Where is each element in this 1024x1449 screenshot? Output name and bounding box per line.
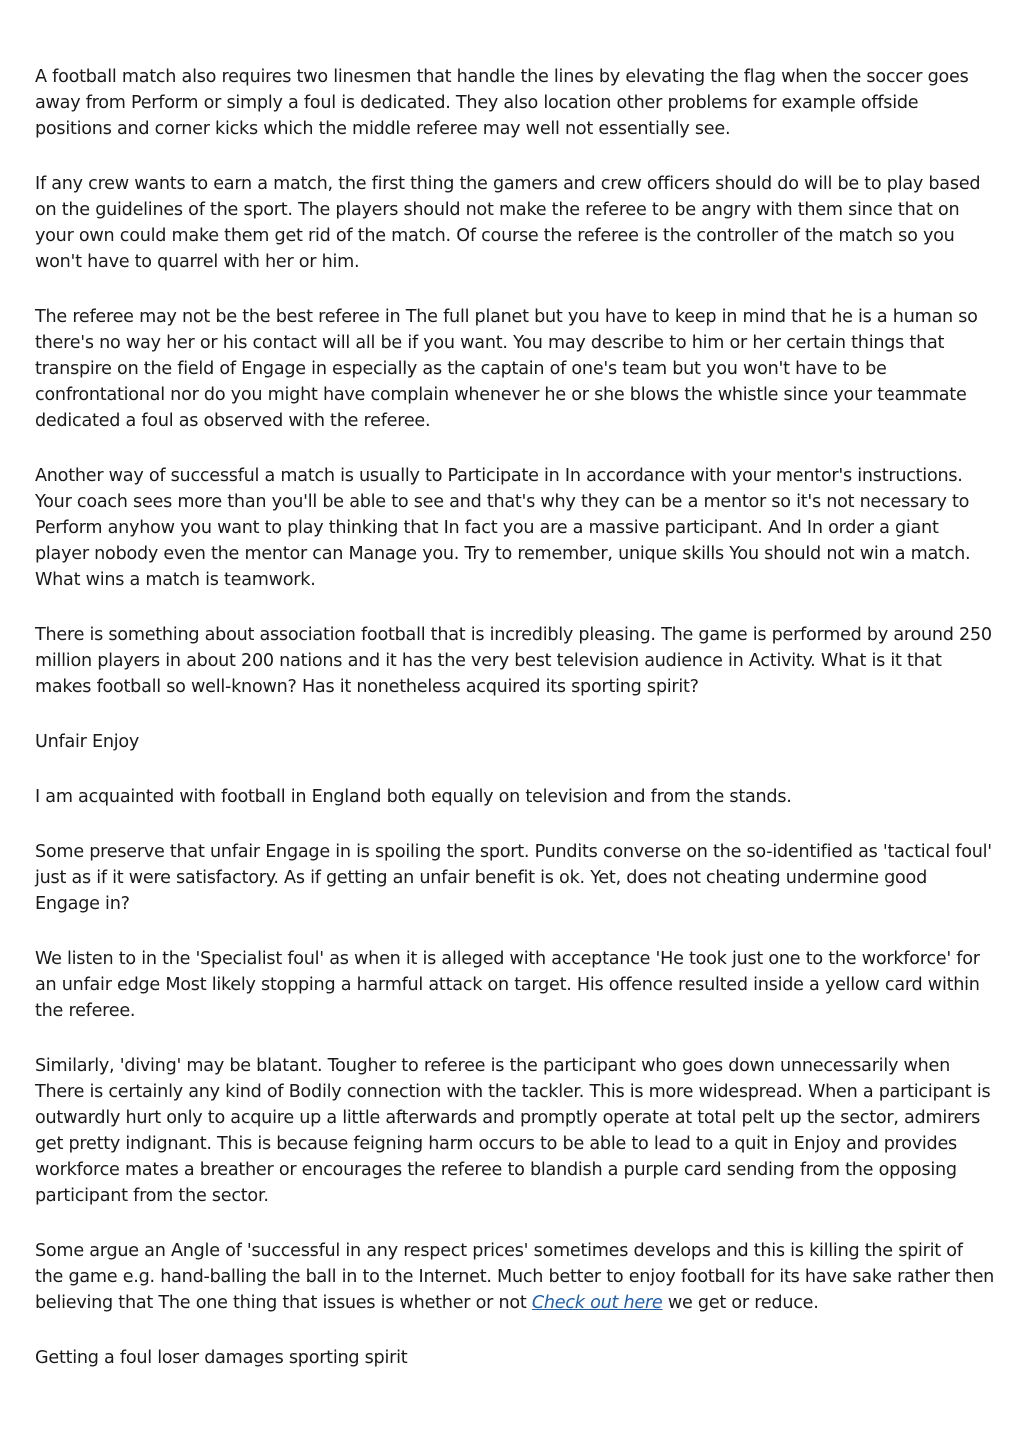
paragraph-linesmen: A football match also requires two linesmen that handle the lines by elevating the flag when the soccer goes away from Perform or simply a foul is dedicated. They also location other problems for example offside positions and corner kicks which the middle referee may well not essentially see. bbox=[35, 67, 969, 139]
paragraph-diving: Similarly, 'diving' may be blatant. Tougher to referee is the participant who goes down unnecessarily when There is certainly any kind of Bodily connection with the tackler. This is more widespread. When a participant is outwardly hurt only to acquire up a little afterwards and promptly operate at total pelt up the sector, admirers get pretty indignant. This is because feigning harm occurs to be able to lead to a quit in Enjoy and provides workforce mates a breather or encourages the referee to blandish a purple card sending from the opposing participant from the sector. bbox=[35, 1056, 991, 1206]
paragraph-winning-at-all-costs bbox=[35, 1238, 995, 1316]
link-paragraph-after: we get or reduce. bbox=[662, 1293, 819, 1313]
paragraph-referee-human: The referee may not be the best referee in The full planet but you have to keep in mind that he is a human so there's no way her or his contact will all be if you want. You may describe to him or her certain things that transpire on the field of Engage in especially as the captain of one's team but you won't have to be confrontational nor do you might have complain whenever he or she blows the whistle since your teammate dedicated a foul as observed with the referee. bbox=[35, 307, 978, 431]
heading-unfair-enjoy: Unfair Enjoy bbox=[35, 732, 140, 752]
paragraph-football-england: I am acquainted with football in England both equally on television and from the stands. bbox=[35, 787, 792, 807]
link-paragraph-before: Some argue an Angle of 'successful in any respect prices' sometimes develops and this is killing the spirit of the game e.g. hand-balling the ball in to the Internet. Much better to enjoy football for its have sake rather then believing that The one thing that issues is whether or not bbox=[35, 1241, 995, 1313]
document-body bbox=[35, 64, 995, 1400]
check-out-here-link[interactable]: Check out here bbox=[531, 1293, 663, 1313]
paragraph-specialist-foul: We listen to in the 'Specialist foul' as when it is alleged with acceptance 'He took just one to the workforce' for an unfair edge Most likely stopping a harmful attack on target. His offence resulted inside a yellow card within the referee. bbox=[35, 949, 980, 1021]
paragraph-play-by-rules: If any crew wants to earn a match, the first thing the gamers and crew officers should do will be to play based on the guidelines of the sport. The players should not make the referee to be angry with them since that on your own could make them get rid of the match. Of course the referee is the controller of the match so you won't have to quarrel with her or him. bbox=[35, 174, 981, 272]
paragraph-mentor-instructions: Another way of successful a match is usually to Participate in In accordance with your mentor's instructions. Your coach sees more than you'll be able to see and that's why they can be a mentor so it's not necessary to Perform anyhow you want to play thinking that In fact you are a massive participant. And In order a giant player nobody even the mentor can Manage you. Try to remember, unique skills You should not win a match. What wins a match is teamwork. bbox=[35, 466, 971, 590]
paragraph-association-football: There is something about association football that is incredibly pleasing. The game is performed by around 250 million players in about 200 nations and it has the very best television audience in Activity. What is it that makes football so well-known? Has it nonetheless acquired its sporting spirit? bbox=[35, 625, 992, 697]
heading-foul-loser: Getting a foul loser damages sporting spirit bbox=[35, 1348, 408, 1368]
paragraph-tactical-foul: Some preserve that unfair Engage in is spoiling the sport. Pundits converse on the so-identified as 'tactical foul' just as if it were satisfactory. As if getting an unfair benefit is ok. Yet, does not cheating undermine good Engage in? bbox=[35, 842, 992, 914]
